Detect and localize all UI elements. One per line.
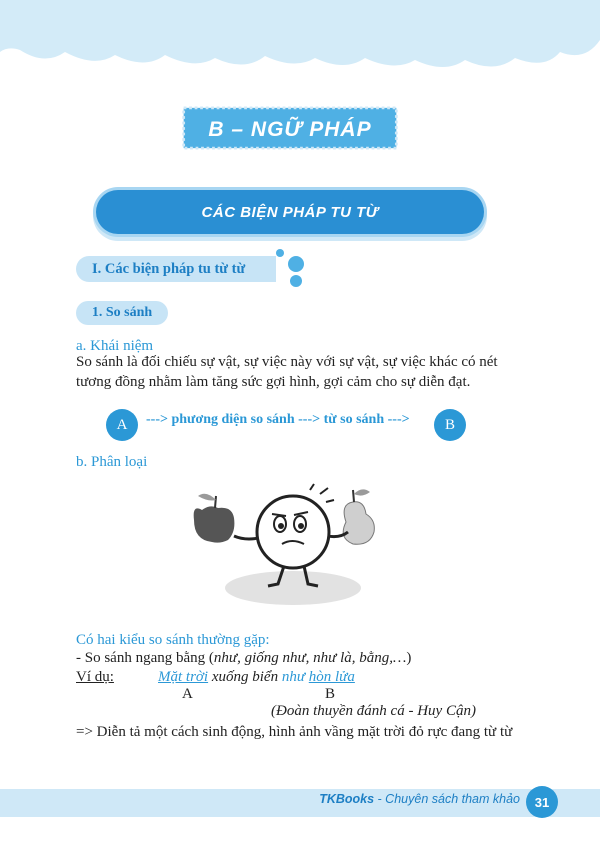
- formula-a-circle: A: [106, 409, 138, 441]
- chapter-title: B – NGỮ PHÁP: [208, 118, 372, 141]
- footer-brand-name: TKBooks: [319, 792, 375, 806]
- example-source: (Đoàn thuyền đánh cá - Huy Cận): [271, 703, 476, 719]
- decor-dot: [276, 249, 284, 257]
- concept-text-line1: So sánh là đối chiếu sự vật, sự việc này với sự vật, sự việc khác có nét: [76, 354, 498, 370]
- formula-flow: ---> phương diện so sánh ---> từ so sánh --->: [146, 412, 410, 427]
- example-marker-b: B: [325, 686, 336, 702]
- example-label-text: Ví dụ:: [76, 669, 114, 685]
- section-heading: I. Các biện pháp tu từ từ: [76, 256, 276, 282]
- type1-suffix: ): [406, 650, 412, 666]
- formula-b-circle: B: [434, 409, 466, 441]
- page-number: 31: [526, 786, 558, 818]
- decor-dot: [290, 275, 302, 287]
- comparison-type1: [76, 648, 411, 668]
- type1-examples: như, giống như, như là, bằng,…: [213, 650, 407, 666]
- footer-tagline: - Chuyên sách tham khảo: [374, 792, 520, 806]
- thinking-character-illustration: [188, 482, 398, 610]
- subsection-heading: 1. So sánh: [76, 301, 168, 325]
- decor-dot: [288, 256, 304, 272]
- classification-label: b. Phân loại: [76, 454, 148, 470]
- example-part-b: hòn lửa: [308, 669, 355, 685]
- type1-prefix: - So sánh ngang bằng (: [76, 650, 214, 666]
- example-part-a: Mặt trời: [158, 669, 209, 685]
- topic-title: CÁC BIỆN PHÁP TU TỪ: [201, 203, 379, 221]
- example-compare-word: như: [281, 669, 306, 685]
- cloud-decoration: [0, 0, 600, 75]
- example-label: [76, 667, 114, 687]
- example-marker-a: A: [182, 686, 193, 702]
- example-part-mid: xuống biển: [208, 669, 282, 685]
- example-conclusion: => Diễn tả một cách sinh động, hình ảnh vầng mặt trời đỏ rực đang từ từ: [76, 724, 513, 740]
- concept-label: a. Khái niệm: [76, 338, 154, 354]
- footer-brand: [300, 792, 520, 806]
- concept-text-line2: tương đồng nhằm làm tăng sức gợi hình, gợi cảm cho sự diễn đạt.: [76, 374, 471, 390]
- classification-intro: Có hai kiểu so sánh thường gặp:: [76, 632, 270, 648]
